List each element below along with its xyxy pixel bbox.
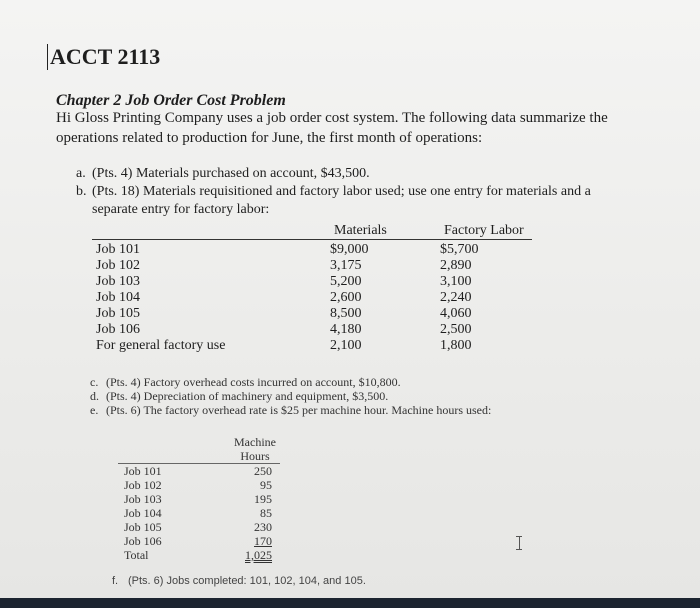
- machine-table-jobs: [124, 464, 162, 562]
- item-e-text: (Pts. 6) The factory overhead rate is $25 per machine hour. Machine hours used:: [106, 403, 492, 417]
- item-b-marker: b.: [76, 184, 87, 199]
- table-row-job: Job 102: [124, 478, 162, 492]
- hours-cell: 230: [254, 520, 272, 534]
- labor-cell: 1,800: [440, 338, 472, 353]
- materials-table-jobs: [96, 242, 225, 354]
- hours-column: [236, 464, 272, 562]
- item-d-marker: d.: [90, 389, 99, 403]
- chapter-title: Chapter 2 Job Order Cost Problem: [56, 92, 286, 109]
- table-row-job: Job 106: [124, 534, 162, 548]
- materials-cell: 3,175: [330, 258, 362, 273]
- course-title: ACCT 2113: [50, 44, 161, 69]
- hours-cell: 85: [260, 506, 272, 520]
- labor-column: [440, 242, 502, 354]
- item-f-text: (Pts. 6) Jobs completed: 101, 102, 104, and 105.: [128, 575, 366, 587]
- table-row-job: Job 103: [96, 274, 140, 289]
- item-e-marker: e.: [90, 403, 99, 417]
- intro-line-2: operations related to production for June, the first month of operations:: [56, 130, 483, 146]
- labor-cell: 2,500: [440, 322, 472, 337]
- materials-cell: 4,180: [330, 322, 362, 337]
- table-row-job: Job 104: [96, 290, 140, 305]
- labor-cell: 4,060: [440, 306, 472, 321]
- materials-column: [330, 242, 384, 354]
- item-a-text: (Pts. 4) Materials purchased on account, $43,500.: [92, 166, 370, 181]
- table-row-job: Job 106: [96, 322, 140, 337]
- materials-cell: 5,200: [330, 274, 362, 289]
- item-c-marker: c.: [90, 375, 99, 389]
- col-header-hours: Hours: [240, 449, 270, 463]
- title-edge: [47, 44, 48, 70]
- table-row-job: Job 105: [124, 520, 162, 534]
- item-b-text-line-2: separate entry for factory labor:: [92, 202, 270, 217]
- labor-cell: 2,890: [440, 258, 472, 273]
- col-header-factory-labor: Factory Labor: [444, 223, 524, 238]
- item-b-text-line-1: (Pts. 18) Materials requisitioned and factory labor used; use one entry for materials and a: [92, 184, 591, 199]
- table-header-rule: [92, 239, 532, 240]
- labor-cell: 2,240: [440, 290, 472, 305]
- item-a-marker: a.: [76, 166, 86, 181]
- intro-line-1: Hi Gloss Printing Company uses a job order cost system. The following data summarize the: [56, 110, 608, 126]
- materials-cell: $9,000: [330, 242, 369, 257]
- col-header-materials: Materials: [334, 223, 387, 238]
- hours-cell: 170: [254, 534, 272, 548]
- table-row-job: Job 101: [124, 464, 162, 478]
- problem-intro: [56, 108, 608, 148]
- materials-cell: 2,600: [330, 290, 362, 305]
- materials-cell: 2,100: [330, 338, 362, 353]
- table-row-job: Job 103: [124, 492, 162, 506]
- hours-cell: 95: [260, 478, 272, 492]
- hours-cell: 250: [254, 464, 272, 478]
- item-d-text: (Pts. 4) Depreciation of machinery and equipment, $3,500.: [106, 389, 389, 403]
- labor-cell: $5,700: [440, 242, 479, 257]
- hours-total-cell: 1,025: [245, 548, 272, 562]
- bottom-edge: [0, 598, 700, 608]
- item-f-marker: f.: [112, 575, 119, 587]
- table-row-job: Job 101: [96, 242, 140, 257]
- item-c-text: (Pts. 4) Factory overhead costs incurred on account, $10,800.: [106, 375, 401, 389]
- materials-cell: 8,500: [330, 306, 362, 321]
- text-cursor-icon: [516, 536, 522, 550]
- table-row-job: Job 102: [96, 258, 140, 273]
- table-row-job: For general factory use: [96, 338, 226, 353]
- labor-cell: 3,100: [440, 274, 472, 289]
- table-row-job: Total: [124, 548, 149, 562]
- col-header-machine: Machine: [234, 435, 276, 449]
- table-row-job: Job 105: [96, 306, 140, 321]
- hours-cell: 195: [254, 492, 272, 506]
- table-row-job: Job 104: [124, 506, 162, 520]
